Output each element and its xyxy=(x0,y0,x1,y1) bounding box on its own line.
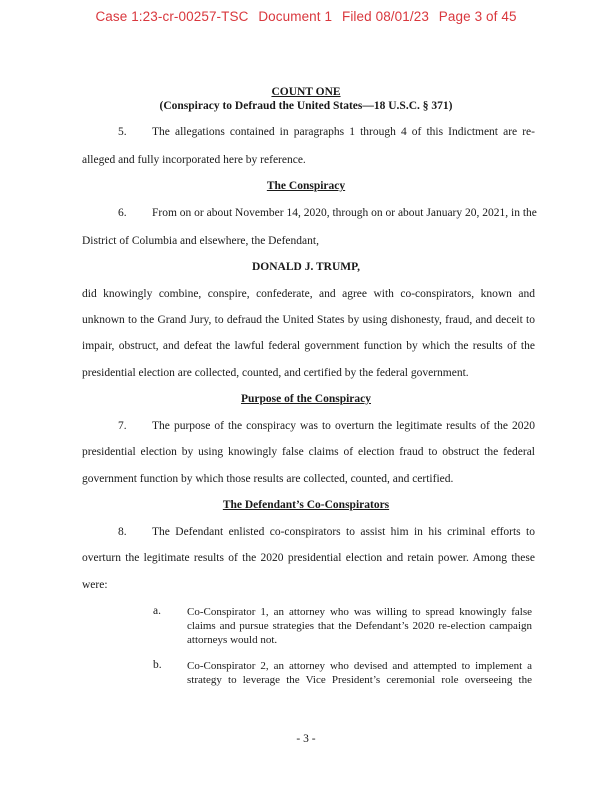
list-item-line: Co-Conspirator 2, an attorney who devised and attempted to implement a xyxy=(187,660,532,672)
paragraph-7-line: presidential election by using knowingly false claims of election fraud to obstruct the federal xyxy=(82,446,535,458)
paragraph-7-line: The purpose of the conspiracy was to overturn the legitimate results of the 2020 xyxy=(152,420,535,432)
paragraph-5-line: alleged and fully incorporated here by reference. xyxy=(82,154,306,166)
list-item-line: claims and pursue strategies that the Defendant’s 2020 re-election campaign xyxy=(187,620,532,632)
heading-the-conspiracy: The Conspiracy xyxy=(266,180,346,192)
count-subtitle: (Conspiracy to Defraud the United States—18 U.S.C. § 371) xyxy=(159,100,453,112)
paragraph-8-line: overturn the legitimate results of the 2020 presidential election and retain power. Among these xyxy=(82,552,535,564)
paragraph-6-line: unknown to the Grand Jury, to defraud the United States by using dishonesty, fraud, and deceit to xyxy=(82,314,535,326)
paragraph-7-number: 7. xyxy=(118,420,127,432)
filed-date: Filed 08/01/23 xyxy=(341,9,429,24)
paragraph-5-number: 5. xyxy=(118,126,127,138)
paragraph-6-line: District of Columbia and elsewhere, the Defendant, xyxy=(82,235,319,247)
paragraph-6-line: From on or about November 14, 2020, through on or about January 20, 2021, in the xyxy=(152,207,537,219)
paragraph-6-line: impair, obstruct, and defeat the lawful federal government function by which the results of the xyxy=(82,340,535,352)
list-item-line: Co-Conspirator 1, an attorney who was willing to spread knowingly false xyxy=(187,606,532,618)
paragraph-6-number: 6. xyxy=(118,207,127,219)
document-number: Document 1 xyxy=(258,9,333,24)
paragraph-6-line: presidential election are collected, counted, and certified by the federal government. xyxy=(82,367,469,379)
paragraph-5-line: The allegations contained in paragraphs 1 through 4 of this Indictment are re- xyxy=(152,126,535,138)
case-number: Case 1:23-cr-00257-TSC xyxy=(95,9,249,24)
page-indicator: Page 3 of 45 xyxy=(438,9,517,24)
list-item-label: a. xyxy=(153,605,161,617)
list-item-line: attorneys would not. xyxy=(187,634,278,646)
heading-purpose: Purpose of the Conspiracy xyxy=(240,393,371,405)
list-item-label: b. xyxy=(153,659,162,671)
paragraph-6-line: did knowingly combine, conspire, confederate, and agree with co-conspirators, known and xyxy=(82,288,535,300)
count-title: COUNT ONE xyxy=(271,86,341,98)
case-header xyxy=(0,9,612,24)
defendant-name: DONALD J. TRUMP, xyxy=(252,261,360,273)
paragraph-7-line: government function by which those results are collected, counted, and certified. xyxy=(82,473,454,485)
page-number-footer: - 3 - xyxy=(296,733,316,745)
paragraph-8-line: The Defendant enlisted co-conspirators to assist him in his criminal efforts to xyxy=(152,526,535,538)
list-item-line: strategy to leverage the Vice President’s ceremonial role overseeing the xyxy=(187,674,532,686)
heading-co-conspirators: The Defendant’s Co-Conspirators xyxy=(222,499,390,511)
paragraph-8-line: were: xyxy=(82,579,108,591)
paragraph-8-number: 8. xyxy=(118,526,127,538)
